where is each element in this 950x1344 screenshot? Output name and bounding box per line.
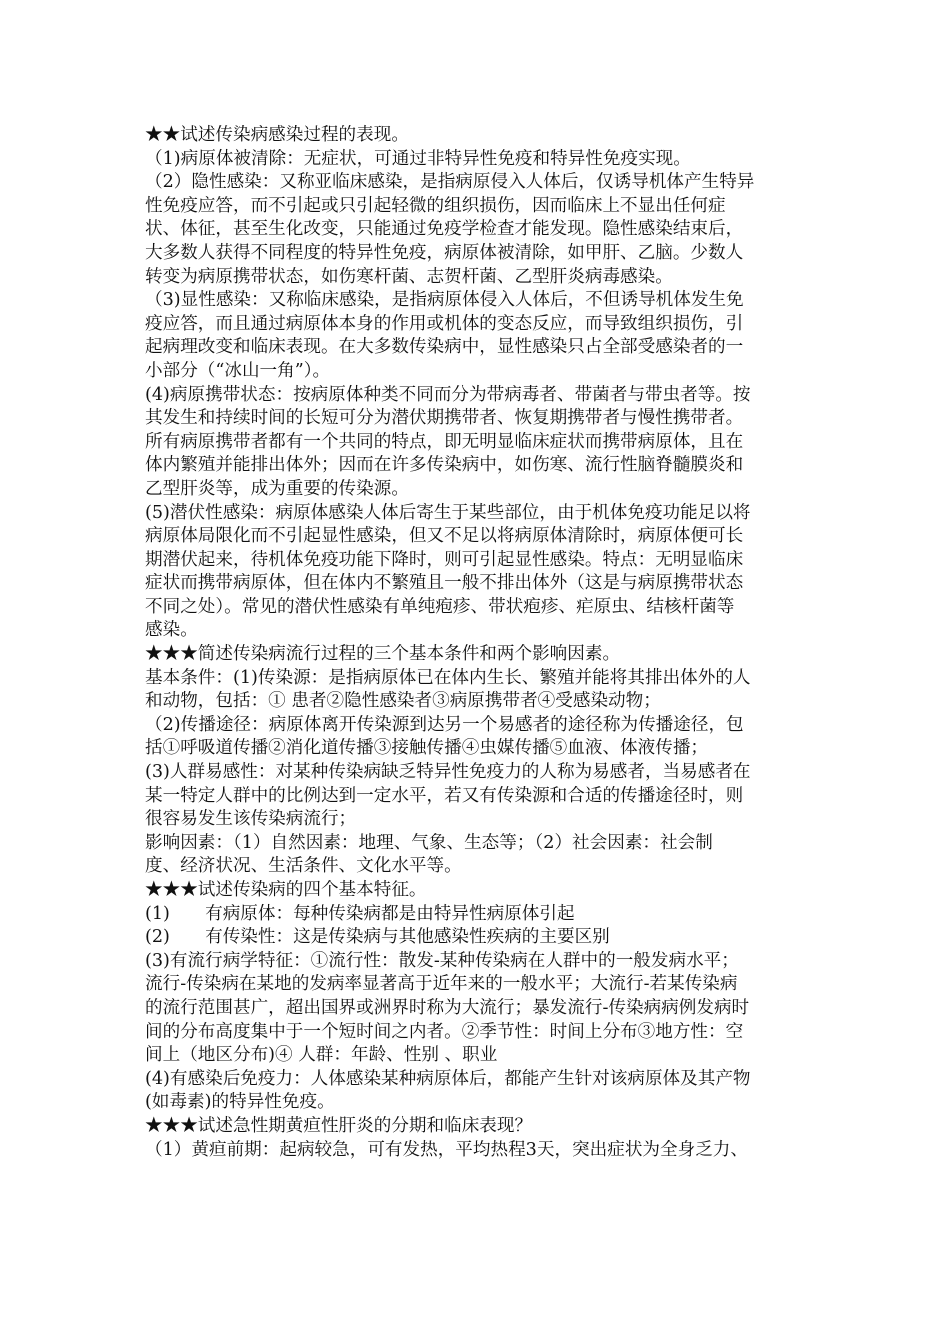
- text-line: 括①呼吸道传播②消化道传播③接触传播④虫媒传播⑤血液、体液传播；: [145, 738, 709, 759]
- text-line: (3)有流行病学特征：①流行性：散发-某种传染病在人群中的一般发病水平；: [145, 950, 739, 971]
- section-heading-epidemic-process: ★★★简述传染病流行过程的三个基本条件和两个影响因素。: [145, 644, 621, 665]
- text-line: (4)病原携带状态：按病原体种类不同而分为带病毒者、带菌者与带虫者等。按: [145, 384, 751, 405]
- text-line: 疫应答，而且通过病原体本身的作用或机体的变态反应，而导致组织损伤，引: [145, 313, 744, 334]
- text-line: 乙型肝炎等，成为重要的传染源。: [145, 478, 409, 499]
- text-line: 状、体征，甚至生化改变，只能通过免疫学检查才能发现。隐性感染结束后，: [145, 219, 744, 240]
- text-line: 大多数人获得不同程度的特异性免疫，病原体被清除，如甲肝、乙脑。少数人: [145, 242, 744, 263]
- text-line: 某一特定人群中的比例达到一定水平，若又有传染源和合适的传播途径时，则: [145, 785, 744, 806]
- text-line: （2)传播途径：病原体离开传染源到达另一个易感者的途径称为传播途径，包: [145, 714, 744, 735]
- text-line: 所有病原携带者都有一个共同的特点，即无明显临床症状而携带病原体，且在: [145, 431, 744, 452]
- text-line: （2）隐性感染：又称亚临床感染，是指病原侵入人体后，仅诱导机体产生特异: [145, 172, 755, 193]
- text-line: 间上（地区分布)④ 人群：年龄、性别 、职业: [145, 1045, 498, 1066]
- text-line: (4)有感染后免疫力：人体感染某种病原体后，都能产生针对该病原体及其产物: [145, 1068, 751, 1089]
- text-line: 起病理改变和临床表现。在大多数传染病中，显性感染只占全部受感染者的一: [145, 337, 744, 358]
- section-heading-hepatitis-stages: ★★★试述急性期黄疸性肝炎的分期和临床表现？: [145, 1115, 533, 1136]
- text-line: (如毒素)的特异性免疫。: [145, 1092, 335, 1113]
- text-line: 影响因素：（1）自然因素：地理、气象、生态等；（2）社会因素：社会制: [145, 832, 713, 853]
- text-line: (5)潜伏性感染：病原体感染人体后寄生于某些部位，由于机体免疫功能足以将: [145, 502, 751, 523]
- text-line: 性免疫应答，而不引起或只引起轻微的组织损伤，因而临床上不显出任何症: [145, 195, 726, 216]
- text-line: 间的分布高度集中于一个短时间之内者。②季节性：时间上分布③地方性：空: [145, 1021, 744, 1042]
- text-line: （1）黄疸前期：起病较急，可有发热，平均热程3天，突出症状为全身乏力、: [145, 1139, 748, 1160]
- text-line: 体内繁殖并能排出体外；因而在许多传染病中，如伤寒、流行性脑脊髓膜炎和: [145, 455, 744, 476]
- section-heading-basic-features: ★★★试述传染病的四个基本特征。: [145, 880, 427, 900]
- text-line: （3)显性感染：又称临床感染，是指病原体侵入人体后，不但诱导机体发生免: [145, 290, 744, 311]
- text-line: 感染。: [145, 620, 198, 641]
- text-line: 的流行范围甚广，超出国界或洲界时称为大流行；暴发流行-传染病病例发病时: [145, 997, 750, 1018]
- text-line: 和动物，包括：① 患者②隐性感染者③病原携带者④受感染动物；: [145, 691, 661, 712]
- text-line: 其发生和持续时间的长短可分为潜伏期携带者、恢复期携带者与慢性携带者。: [145, 408, 744, 429]
- text-line: 很容易发生该传染病流行；: [145, 809, 357, 830]
- text-line: 病原体局限化而不引起显性感染，但又不足以将病原体清除时，病原体便可长: [145, 526, 744, 547]
- text-line: 小部分（“冰山一角”）。: [145, 360, 331, 381]
- section-heading-infection-process: ★★试述传染病感染过程的表现。: [145, 125, 409, 145]
- text-line: (2) 有传染性：这是传染病与其他感染性疾病的主要区别: [145, 927, 610, 948]
- text-line: 症状而携带病原体，但在体内不繁殖且一般不排出体外（这是与病原携带状态: [145, 573, 744, 594]
- text-line: (1) 有病原体：每种传染病都是由特异性病原体引起: [145, 903, 575, 924]
- document-body: [145, 124, 810, 1162]
- text-line: （1)病原体被清除：无症状，可通过非特异性免疫和特异性免疫实现。: [145, 148, 691, 169]
- text-line: 不同之处）。常见的潜伏性感染有单纯疱疹、带状疱疹、疟原虫、结核杆菌等: [145, 596, 735, 617]
- text-line: 基本条件：(1)传染源：是指病原体已在体内生长、繁殖并能将其排出体外的人: [145, 667, 751, 688]
- text-line: (3)人群易感性：对某种传染病缺乏特异性免疫力的人称为易感者，当易感者在: [145, 762, 751, 783]
- text-line: 期潜伏起来，待机体免疫功能下降时，则可引起显性感染。特点：无明显临床: [145, 549, 744, 570]
- text-line: 度、经济状况、生活条件、文化水平等。: [145, 856, 462, 877]
- text-line: 转变为病原携带状态，如伤寒杆菌、志贺杆菌、乙型肝炎病毒感染。: [145, 266, 673, 287]
- text-line: 流行-传染病在某地的发病率显著高于近年来的一般水平；大流行-若某传染病: [145, 974, 738, 995]
